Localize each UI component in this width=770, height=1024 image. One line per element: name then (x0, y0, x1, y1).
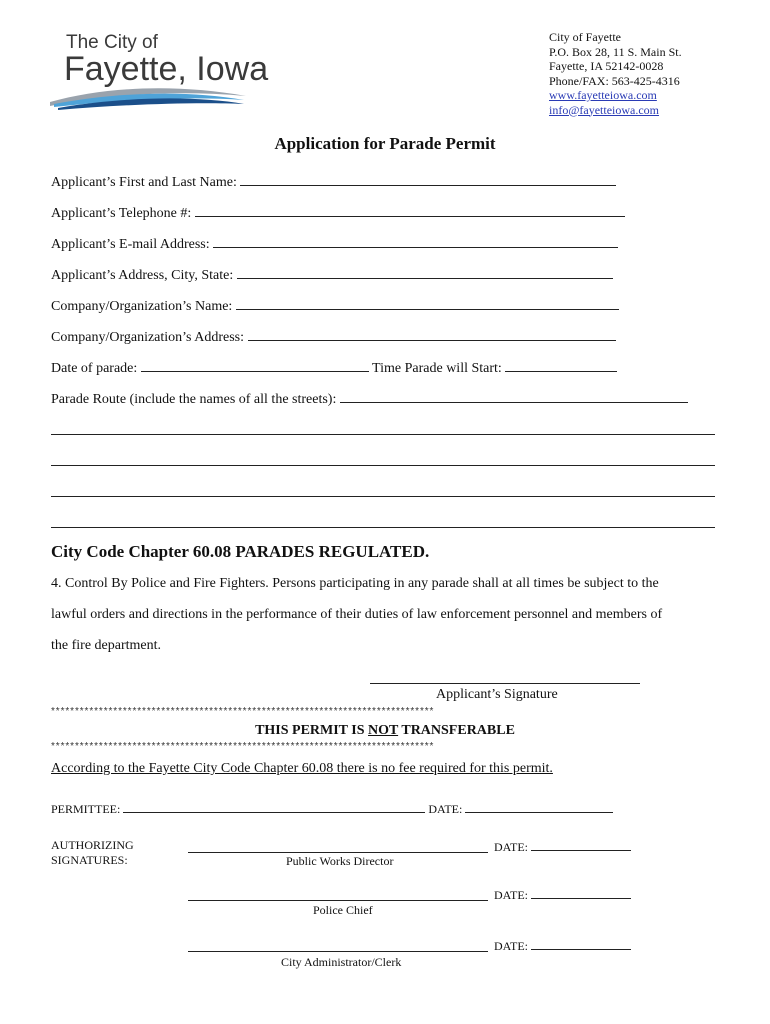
applicant-signature-line[interactable] (370, 683, 640, 684)
field-label: Applicant’s E-mail Address: (51, 237, 210, 252)
website-link[interactable]: www.fayetteiowa.com (549, 88, 657, 102)
route-line-2[interactable] (51, 465, 715, 466)
route-line-1[interactable] (51, 434, 715, 435)
address-input-line[interactable] (237, 265, 613, 279)
address-phone: Phone/FAX: 563-425-4316 (549, 73, 680, 88)
field-label: Applicant’s Telephone #: (51, 206, 192, 221)
field-label: Applicant’s First and Last Name: (51, 175, 237, 190)
notice-part2: NOT (368, 723, 399, 738)
field-address (51, 265, 613, 284)
logo-line1: The City of (66, 32, 158, 53)
org-name-input-line[interactable] (236, 296, 619, 310)
signer-title-public-works: Public Works Director (286, 854, 394, 868)
date-input-line[interactable] (141, 358, 369, 372)
signer-date-administrator (494, 938, 631, 954)
logo-line2: Fayette, Iowa (64, 50, 269, 88)
telephone-input-line[interactable] (195, 203, 625, 217)
permittee-label: PERMITTEE: (51, 802, 121, 816)
route-line-4[interactable] (51, 527, 715, 528)
org-address-input-line[interactable] (248, 327, 616, 341)
permittee-date-label: DATE: (428, 802, 463, 816)
email-input-line[interactable] (213, 234, 618, 248)
signer-line-police-chief[interactable] (188, 900, 488, 901)
signer-date-police-chief (494, 887, 631, 903)
signer-date-public-works (494, 839, 631, 855)
field-org-address (51, 327, 616, 346)
authorizing-label-line1: AUTHORIZING (51, 838, 134, 852)
permittee-input-line[interactable] (123, 801, 425, 813)
applicant-signature-label: Applicant’s Signature (436, 687, 558, 702)
notice-not-transferable (0, 723, 770, 739)
field-label: Company/Organization’s Address: (51, 330, 244, 345)
notice-part1: THIS PERMIT IS (255, 723, 369, 738)
code-para-line2: lawful orders and directions in the performance of their duties of law enforcement personnel and members of (51, 607, 663, 622)
divider-stars-bottom: ******************************************************************************** (51, 741, 435, 752)
email-link[interactable]: info@fayetteiowa.com (549, 102, 660, 117)
address-box: P.O. Box 28, 11 S. Main St. (549, 44, 682, 59)
permittee-row (51, 801, 613, 817)
code-para-line3: the fire department. (51, 638, 162, 653)
field-label: Date of parade: (51, 361, 138, 376)
route-input-line[interactable] (340, 389, 688, 403)
field-first-last-name (51, 172, 616, 191)
signer-title-police-chief: Police Chief (313, 903, 373, 917)
address-block (549, 30, 682, 117)
field-org-name (51, 296, 619, 315)
field-label: Time Parade will Start: (372, 361, 502, 376)
code-para-line1: 4. Control By Police and Fire Fighters. Persons participating in any parade shall at all times be subject to the (51, 576, 659, 591)
route-line-3[interactable] (51, 496, 715, 497)
date-input-line[interactable] (531, 887, 631, 899)
address-name: City of Fayette (549, 30, 621, 44)
date-input-line[interactable] (531, 938, 631, 950)
time-input-line[interactable] (505, 358, 617, 372)
field-label: Applicant’s Address, City, State: (51, 268, 234, 283)
field-label: Parade Route (include the names of all the streets): (51, 392, 337, 407)
notice-part3: TRANSFERABLE (398, 723, 515, 738)
field-label: Company/Organization’s Name: (51, 299, 233, 314)
divider-stars-top: ******************************************************************************** (51, 706, 435, 717)
page-title: Application for Parade Permit (274, 134, 496, 153)
field-telephone (51, 203, 625, 222)
authorizing-label (51, 838, 134, 868)
field-date-time (51, 358, 617, 377)
address-city: Fayette, IA 52142-0028 (549, 59, 664, 73)
signer-title-administrator: City Administrator/Clerk (281, 955, 402, 969)
code-heading: City Code Chapter 60.08 PARADES REGULATED. (51, 542, 430, 561)
signer-line-public-works[interactable] (188, 852, 488, 853)
fee-note: According to the Fayette City Code Chapter 60.08 there is no fee required for this permit. (51, 761, 553, 776)
name-input-line[interactable] (240, 172, 616, 186)
date-label: DATE: (494, 840, 528, 854)
date-input-line[interactable] (531, 839, 631, 851)
field-parade-route (51, 389, 688, 408)
authorizing-label-line2: SIGNATURES: (51, 853, 128, 867)
date-label: DATE: (494, 939, 528, 953)
permittee-date-input-line[interactable] (465, 801, 613, 813)
field-email (51, 234, 618, 253)
logo-wave-icon (48, 82, 248, 112)
signer-line-administrator[interactable] (188, 951, 488, 952)
date-label: DATE: (494, 888, 528, 902)
